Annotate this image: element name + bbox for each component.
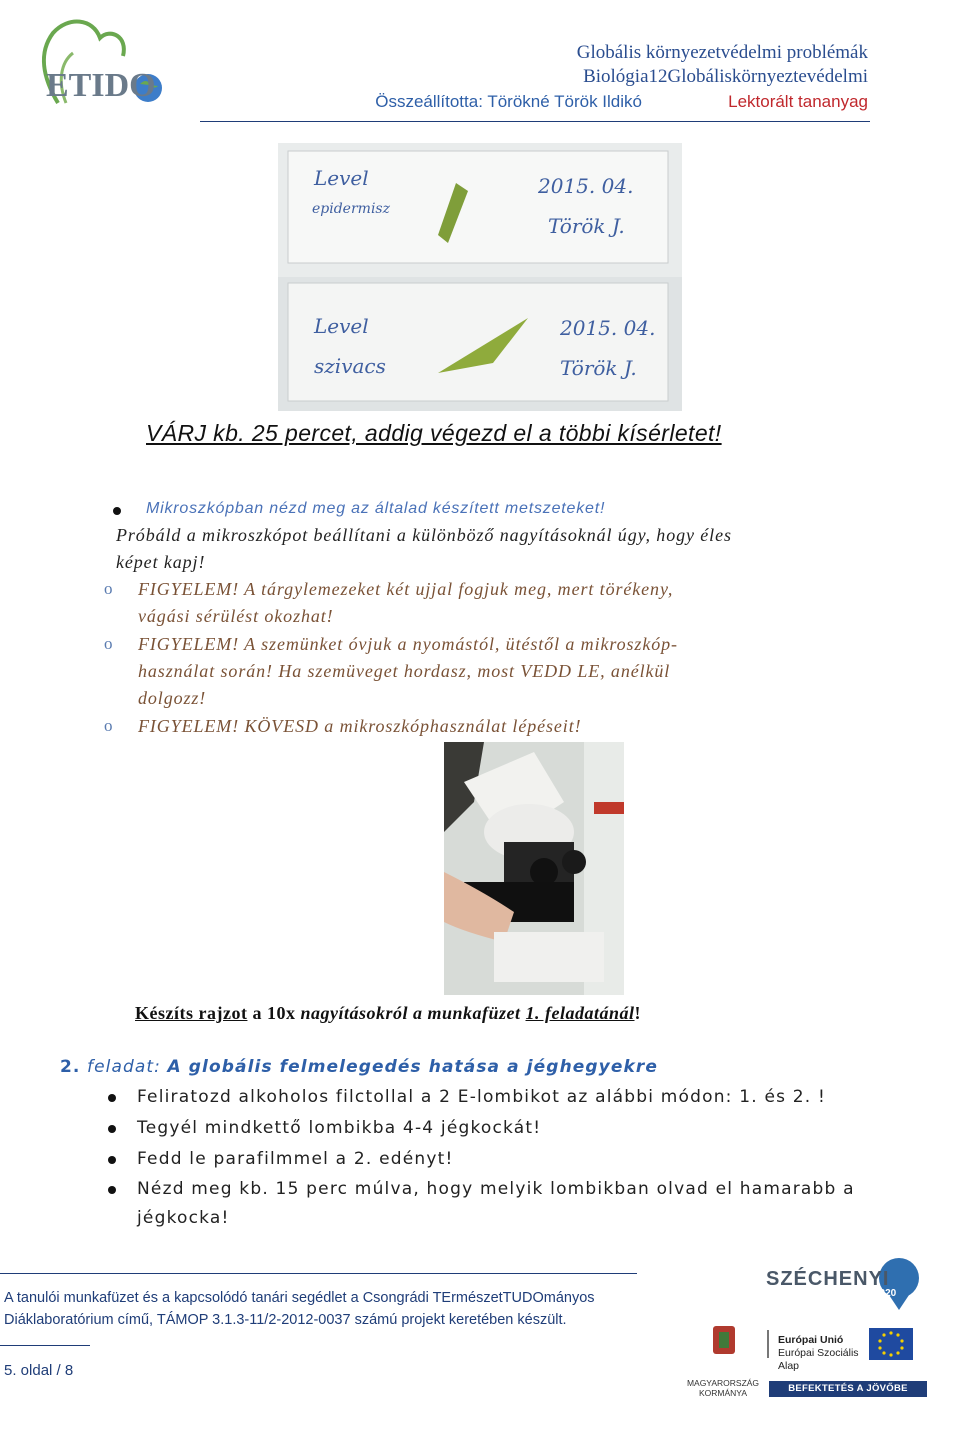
- warning-line: vágási sérülést okozhat!: [138, 606, 334, 626]
- drawing-keyword: Készíts rajzot: [135, 1003, 248, 1023]
- warning-line: FIGYELEM! KÖVESD a mikroszkóphasználat lépéseit!: [138, 716, 582, 736]
- warning-line: dolgozz!: [138, 688, 207, 708]
- slide-label: Török J.: [548, 214, 625, 238]
- instruction-line: képet kapj!: [116, 552, 206, 572]
- page-number: 5. oldal / 8: [4, 1362, 74, 1379]
- footer-line: Diáklaboratórium című, TÁMOP 3.1.3-11/2-2012-0037 számú projekt keretében készült.: [4, 1312, 567, 1328]
- warning-line: FIGYELEM! A tárgylemezeket két ujjal fogjuk meg, mert törékeny,: [138, 579, 674, 599]
- list-item-continuation: jégkocka!: [137, 1208, 230, 1228]
- slide-label: Level: [314, 166, 369, 190]
- bullet-dot: [113, 507, 121, 515]
- header-title: Globális környezetvédelmi problémák: [576, 42, 868, 63]
- footer-line: A tanulói munkafüzet és a kapcsolódó tanári segédlet a Csongrádi TErmészetTUDOmányos: [4, 1290, 595, 1306]
- header-status: Lektorált tananyag: [728, 92, 868, 111]
- eu-line: Európai Unió: [778, 1334, 844, 1346]
- drawing-text: a 10x: [247, 1003, 301, 1023]
- etido-logo: [18, 8, 178, 123]
- task2-heading: [60, 1057, 658, 1077]
- slides-photo: [278, 143, 682, 411]
- list-item: Feliratozd alkoholos filctollal a 2 E-lombikot az alábbi módon: 1. és 2. !: [137, 1087, 826, 1107]
- drawing-text: !: [634, 1003, 641, 1023]
- wait-instruction: VÁRJ kb. 25 percet, addig végezd el a többi kísérletet!: [146, 420, 722, 446]
- microscope-photo: [444, 742, 624, 995]
- footer-divider: [0, 1273, 637, 1274]
- bullet-dot: [108, 1186, 116, 1194]
- bullet-dot: [108, 1094, 116, 1102]
- header-divider: [200, 121, 870, 122]
- eu-label: [778, 1334, 859, 1373]
- drawing-instruction: [135, 1003, 641, 1024]
- list-item: Fedd le parafilmmel a 2. edényt!: [137, 1149, 454, 1169]
- drawing-reference: 1. feladatánál: [525, 1003, 635, 1023]
- bullet-dot: [108, 1125, 116, 1133]
- instruction-line: Próbáld a mikroszkópot beállítani a különböző nagyításoknál úgy, hogy éles: [116, 525, 732, 545]
- slide-label: 2015. 04.: [560, 316, 656, 340]
- drawing-text: nagyításokról a munkafüzet: [300, 1003, 526, 1023]
- warning-line: használat során! Ha szemüveget hordasz, most VEDD LE, anélkül: [138, 661, 671, 681]
- slide-label: 2015. 04.: [538, 174, 634, 198]
- slide-label: Török J.: [560, 356, 637, 380]
- slide-label: Level: [314, 314, 369, 338]
- warning-mark: o: [104, 716, 113, 735]
- szechenyi-year: 2020: [874, 1288, 897, 1299]
- logo-text: ETIDO: [46, 67, 156, 104]
- task2-label: feladat:: [80, 1057, 168, 1077]
- list-item: Nézd meg kb. 15 perc múlva, hogy melyik lombikban olvad el hamarabb a: [137, 1179, 855, 1199]
- footer-short-divider: [0, 1345, 90, 1346]
- warning-mark: o: [104, 579, 113, 598]
- slide-label: epidermisz: [312, 201, 390, 217]
- warning-mark: o: [104, 634, 113, 653]
- government-line: MAGYARORSZÁG: [686, 1378, 760, 1388]
- bullet-dot: [108, 1156, 116, 1164]
- government-label: [683, 1378, 763, 1398]
- header-author: Összeállította: Törökné Török Ildikó: [375, 92, 642, 111]
- warning-line: FIGYELEM! A szemünket óvjuk a nyomástól, ütéstől a mikroszkóp-: [138, 634, 678, 654]
- eu-line: Európai Szociális: [778, 1347, 859, 1359]
- szechenyi-label: SZÉCHENYI: [766, 1268, 890, 1290]
- task2-title: A globális felmelegedés hatása a jéghegyekre: [167, 1057, 658, 1077]
- slide-label: szivacs: [314, 354, 386, 378]
- eu-slogan: BEFEKTETÉS A JÖVŐBE: [769, 1381, 927, 1397]
- eu-line: Alap: [778, 1360, 800, 1372]
- task2-number: 2.: [60, 1057, 81, 1077]
- bullet-microscope: Mikroszkópban nézd meg az általad készített metszeteket!: [146, 500, 606, 517]
- header-subtitle: Biológia12Globáliskörnyeztevédelmi: [583, 66, 868, 87]
- government-line: KORMÁNYA: [698, 1388, 748, 1398]
- list-item: Tegyél mindkettő lombikba 4-4 jégkockát!: [137, 1118, 542, 1138]
